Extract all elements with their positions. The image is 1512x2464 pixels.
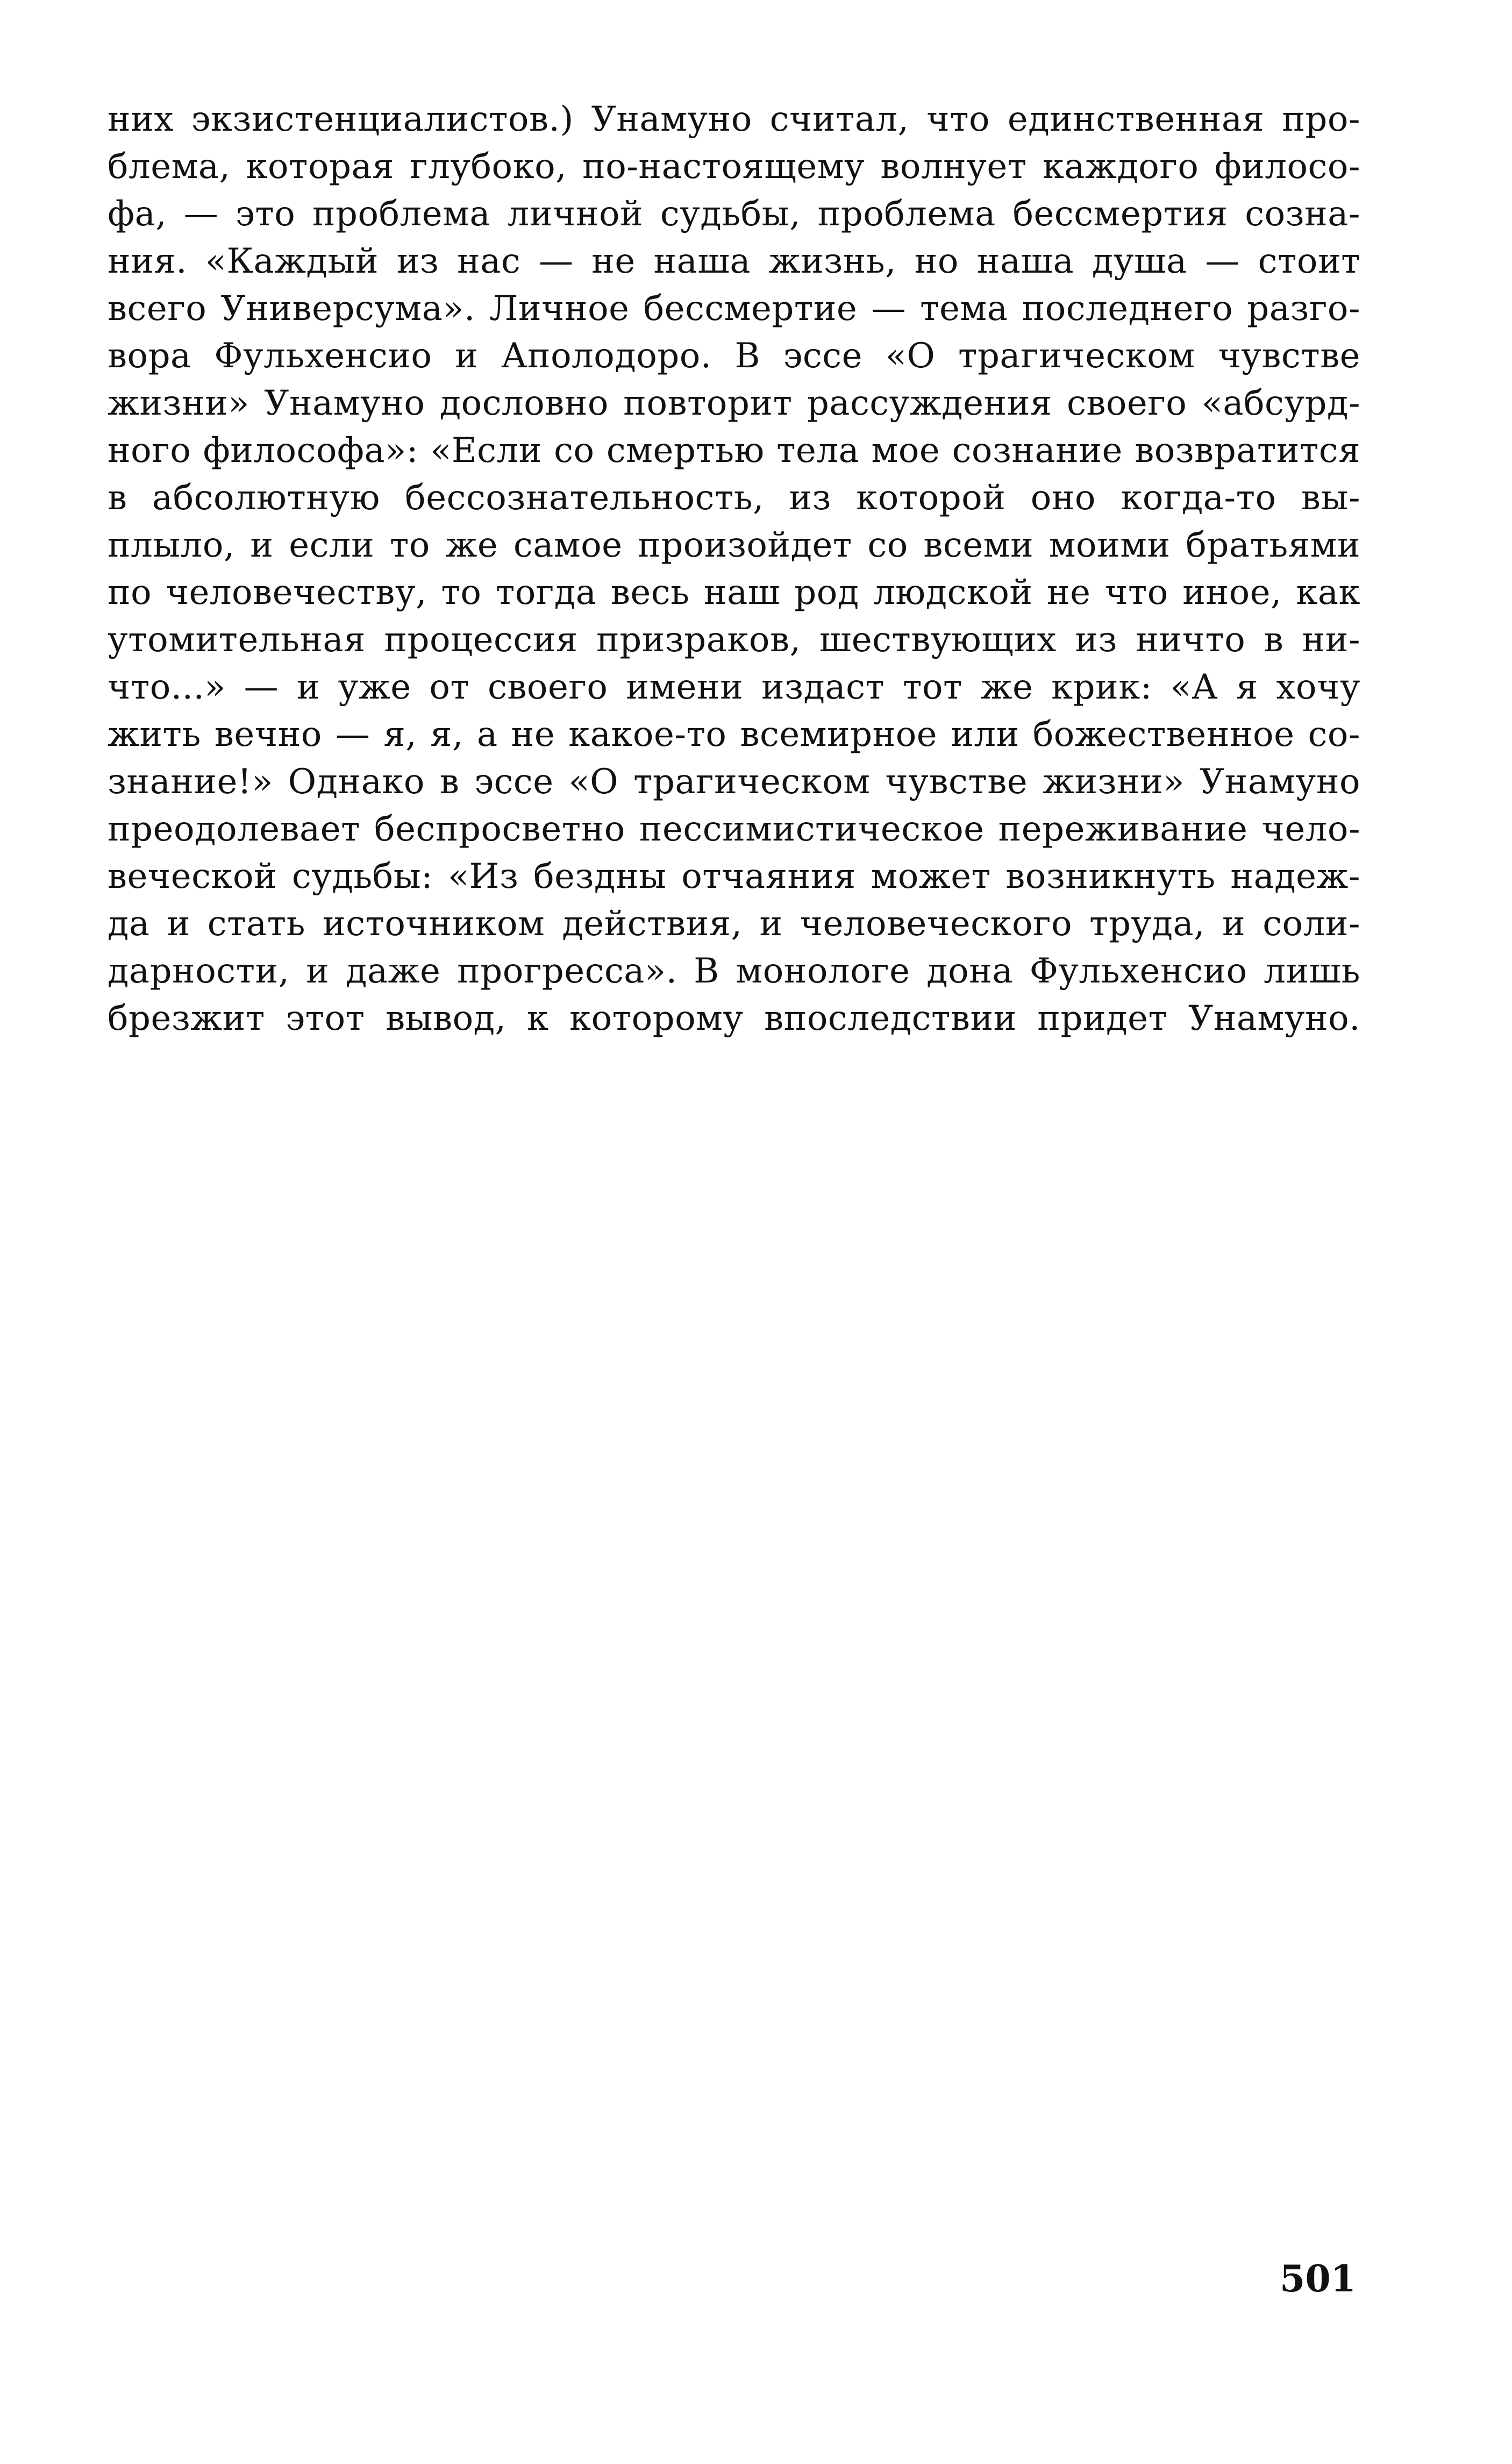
text-line: всего Универсума». Личное бессмертие — тема последнего разго-: [108, 289, 1360, 329]
text-line: преодолевает беспросветно пессимистическое переживание чело-: [108, 809, 1360, 849]
text-line: фа, — это проблема личной судьбы, проблема бессмертия созна-: [108, 194, 1360, 234]
text-line: вора Фульхенсио и Аполодоро. В эссе «О трагическом чувстве: [108, 336, 1360, 376]
text-line: блема, которая глубоко, по-настоящему волнует каждого филосо-: [108, 147, 1360, 187]
text-line: да и стать источником действия, и человеческого труда, и соли-: [108, 904, 1360, 944]
text-line: дарности, и даже прогресса». В монологе дона Фульхенсио лишь: [108, 951, 1360, 991]
body-text: [108, 96, 1360, 1042]
text-line: веческой судьбы: «Из бездны отчаяния может возникнуть надеж-: [108, 857, 1360, 896]
text-line: знание!» Однако в эссе «О трагическом чувстве жизни» Унамуно: [108, 762, 1360, 802]
page-number: 501: [1280, 2258, 1356, 2301]
text-line: плыло, и если то же самое произойдет со всеми моими братьями: [108, 525, 1360, 565]
text-line: брезжит этот вывод, к которому впоследствии придет Унамуно.: [108, 999, 1360, 1038]
text-line: них экзистенциалистов.) Унамуно считал, что единственная про-: [108, 99, 1360, 139]
text-line: по человечеству, то тогда весь наш род людской не что иное, как: [108, 573, 1360, 613]
text-line: что...» — и уже от своего имени издаст тот же крик: «А я хочу: [108, 667, 1360, 707]
text-line: утомительная процессия призраков, шествующих из ничто в ни-: [108, 620, 1360, 660]
text-line: ного философа»: «Если со смертью тела мое сознание возвратится: [108, 431, 1360, 471]
text-line: жизни» Унамуно дословно повторит рассуждения своего «абсурд-: [108, 383, 1360, 423]
text-line: ния. «Каждый из нас — не наша жизнь, но наша душа — стоит: [108, 241, 1360, 281]
text-line: в абсолютную бессознательность, из которой оно когда-то вы-: [108, 478, 1360, 518]
text-line: жить вечно — я, я, а не какое-то всемирное или божественное со-: [108, 715, 1360, 754]
